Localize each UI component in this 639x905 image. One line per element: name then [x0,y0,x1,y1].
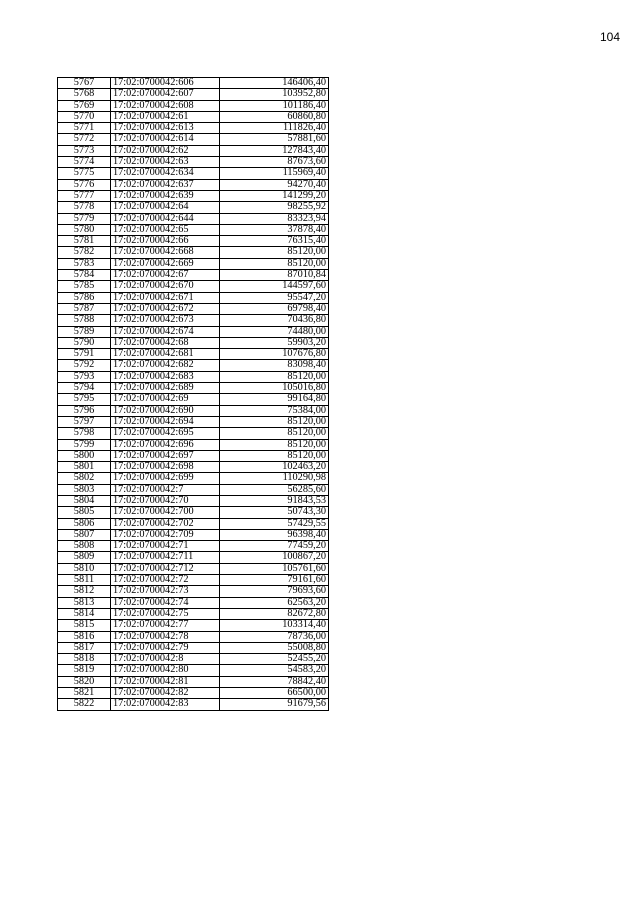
amount-cell: 37878,40 [220,224,329,235]
cadastral-number-cell: 17:02:0700042:78 [111,631,220,642]
amount-cell: 85120,00 [220,428,329,439]
cadastral-number-cell: 17:02:0700042:637 [111,179,220,190]
cadastral-number-cell: 17:02:0700042:694 [111,416,220,427]
row-number-cell: 5819 [58,665,111,676]
table-row [58,383,329,394]
row-number-cell: 5794 [58,383,111,394]
row-number-cell: 5787 [58,303,111,314]
row-number-cell: 5811 [58,575,111,586]
amount-cell: 105016,80 [220,383,329,394]
cadastral-number-cell: 17:02:0700042:77 [111,620,220,631]
row-number-cell: 5820 [58,676,111,687]
cadastral-number-cell: 17:02:0700042:669 [111,258,220,269]
row-number-cell: 5803 [58,484,111,495]
table-row [58,416,329,427]
table-row [58,326,329,337]
cadastral-number-cell: 17:02:0700042:634 [111,168,220,179]
amount-cell: 79693,60 [220,586,329,597]
row-number-cell: 5776 [58,179,111,190]
amount-cell: 101186,40 [220,100,329,111]
row-number-cell: 5797 [58,416,111,427]
table-row [58,462,329,473]
table-row [58,270,329,281]
table-row [58,563,329,574]
amount-cell: 55008,80 [220,642,329,653]
table-row [58,405,329,416]
table-row [58,552,329,563]
amount-cell: 87673,60 [220,157,329,168]
amount-cell: 141299,20 [220,190,329,201]
amount-cell: 100867,20 [220,552,329,563]
table-row [58,439,329,450]
table-row [58,100,329,111]
amount-cell: 82672,80 [220,608,329,619]
cadastral-number-cell: 17:02:0700042:639 [111,190,220,201]
amount-cell: 85120,00 [220,247,329,258]
row-number-cell: 5807 [58,529,111,540]
table-row [58,349,329,360]
cadastral-number-cell: 17:02:0700042:81 [111,676,220,687]
cadastral-number-cell: 17:02:0700042:698 [111,462,220,473]
row-number-cell: 5793 [58,371,111,382]
row-number-cell: 5809 [58,552,111,563]
table-row [58,473,329,484]
amount-cell: 75384,00 [220,405,329,416]
amount-cell: 83098,40 [220,360,329,371]
amount-cell: 85120,00 [220,416,329,427]
table-row [58,111,329,122]
amount-cell: 91843,53 [220,495,329,506]
cadastral-number-cell: 17:02:0700042:709 [111,529,220,540]
amount-cell: 87010,84 [220,270,329,281]
amount-cell: 85120,00 [220,450,329,461]
row-number-cell: 5782 [58,247,111,258]
cadastral-number-cell: 17:02:0700042:670 [111,281,220,292]
table-row [58,428,329,439]
amount-cell: 59903,20 [220,337,329,348]
amount-cell: 91679,56 [220,699,329,710]
row-number-cell: 5788 [58,315,111,326]
cadastral-number-cell: 17:02:0700042:69 [111,394,220,405]
amount-cell: 103952,80 [220,89,329,100]
amount-cell: 66500,00 [220,688,329,699]
amount-cell: 77459,20 [220,541,329,552]
amount-cell: 94270,40 [220,179,329,190]
row-number-cell: 5795 [58,394,111,405]
amount-cell: 102463,20 [220,462,329,473]
table-row [58,676,329,687]
amount-cell: 115969,40 [220,168,329,179]
row-number-cell: 5780 [58,224,111,235]
row-number-cell: 5812 [58,586,111,597]
row-number-cell: 5796 [58,405,111,416]
cadastral-number-cell: 17:02:0700042:62 [111,145,220,156]
cadastral-number-cell: 17:02:0700042:68 [111,337,220,348]
row-number-cell: 5808 [58,541,111,552]
row-number-cell: 5779 [58,213,111,224]
cadastral-number-cell: 17:02:0700042:80 [111,665,220,676]
table-row [58,157,329,168]
table-row [58,89,329,100]
row-number-cell: 5777 [58,190,111,201]
row-number-cell: 5821 [58,688,111,699]
amount-cell: 146406,40 [220,78,329,89]
amount-cell: 85120,00 [220,371,329,382]
table-row [58,597,329,608]
row-number-cell: 5813 [58,597,111,608]
table-row [58,575,329,586]
row-number-cell: 5791 [58,349,111,360]
cadastral-number-cell: 17:02:0700042:681 [111,349,220,360]
cadastral-number-cell: 17:02:0700042:608 [111,100,220,111]
cadastral-number-cell: 17:02:0700042:65 [111,224,220,235]
cadastral-number-cell: 17:02:0700042:7 [111,484,220,495]
cadastral-number-cell: 17:02:0700042:66 [111,236,220,247]
table-row [58,292,329,303]
table-row [58,337,329,348]
cadastral-number-cell: 17:02:0700042:690 [111,405,220,416]
data-table [57,77,329,711]
amount-cell: 105761,60 [220,563,329,574]
cadastral-number-cell: 17:02:0700042:606 [111,78,220,89]
row-number-cell: 5767 [58,78,111,89]
table-body [58,78,329,711]
row-number-cell: 5814 [58,608,111,619]
row-number-cell: 5801 [58,462,111,473]
table-row [58,168,329,179]
table-row [58,665,329,676]
amount-cell: 56285,60 [220,484,329,495]
table-row [58,529,329,540]
table-row [58,78,329,89]
cadastral-number-cell: 17:02:0700042:61 [111,111,220,122]
table-row [58,134,329,145]
row-number-cell: 5769 [58,100,111,111]
table-row [58,586,329,597]
amount-cell: 52455,20 [220,654,329,665]
cadastral-number-cell: 17:02:0700042:674 [111,326,220,337]
row-number-cell: 5778 [58,202,111,213]
row-number-cell: 5815 [58,620,111,631]
row-number-cell: 5806 [58,518,111,529]
row-number-cell: 5817 [58,642,111,653]
amount-cell: 54583,20 [220,665,329,676]
table-row [58,258,329,269]
cadastral-number-cell: 17:02:0700042:668 [111,247,220,258]
row-number-cell: 5786 [58,292,111,303]
table-row [58,360,329,371]
amount-cell: 110290,98 [220,473,329,484]
table-row [58,303,329,314]
row-number-cell: 5822 [58,699,111,710]
row-number-cell: 5804 [58,495,111,506]
amount-cell: 127843,40 [220,145,329,156]
table-row [58,224,329,235]
row-number-cell: 5798 [58,428,111,439]
amount-cell: 78736,00 [220,631,329,642]
row-number-cell: 5799 [58,439,111,450]
table-row [58,699,329,710]
table-row [58,450,329,461]
cadastral-number-cell: 17:02:0700042:695 [111,428,220,439]
amount-cell: 144597,60 [220,281,329,292]
cadastral-number-cell: 17:02:0700042:70 [111,495,220,506]
amount-cell: 50743,30 [220,507,329,518]
table-row [58,518,329,529]
amount-cell: 78842,40 [220,676,329,687]
row-number-cell: 5816 [58,631,111,642]
row-number-cell: 5785 [58,281,111,292]
cadastral-number-cell: 17:02:0700042:82 [111,688,220,699]
row-number-cell: 5772 [58,134,111,145]
amount-cell: 107676,80 [220,349,329,360]
amount-cell: 98255,92 [220,202,329,213]
row-number-cell: 5773 [58,145,111,156]
table-row [58,179,329,190]
amount-cell: 74480,00 [220,326,329,337]
row-number-cell: 5802 [58,473,111,484]
cadastral-number-cell: 17:02:0700042:614 [111,134,220,145]
cadastral-number-cell: 17:02:0700042:644 [111,213,220,224]
row-number-cell: 5792 [58,360,111,371]
cadastral-number-cell: 17:02:0700042:697 [111,450,220,461]
row-number-cell: 5781 [58,236,111,247]
cadastral-number-cell: 17:02:0700042:71 [111,541,220,552]
amount-cell: 69798,40 [220,303,329,314]
row-number-cell: 5774 [58,157,111,168]
row-number-cell: 5770 [58,111,111,122]
cadastral-number-cell: 17:02:0700042:689 [111,383,220,394]
table-row [58,247,329,258]
page-number: 104 [599,30,620,44]
cadastral-number-cell: 17:02:0700042:699 [111,473,220,484]
cadastral-number-cell: 17:02:0700042:607 [111,89,220,100]
amount-cell: 70436,80 [220,315,329,326]
cadastral-number-cell: 17:02:0700042:696 [111,439,220,450]
cadastral-number-cell: 17:02:0700042:672 [111,303,220,314]
table-row [58,541,329,552]
table-row [58,213,329,224]
row-number-cell: 5775 [58,168,111,179]
row-number-cell: 5784 [58,270,111,281]
table-row [58,608,329,619]
table-row [58,315,329,326]
row-number-cell: 5805 [58,507,111,518]
amount-cell: 60860,80 [220,111,329,122]
table-row [58,145,329,156]
table-row [58,123,329,134]
cadastral-number-cell: 17:02:0700042:8 [111,654,220,665]
amount-cell: 103314,40 [220,620,329,631]
cadastral-number-cell: 17:02:0700042:73 [111,586,220,597]
table-row [58,507,329,518]
cadastral-number-cell: 17:02:0700042:673 [111,315,220,326]
cadastral-number-cell: 17:02:0700042:64 [111,202,220,213]
row-number-cell: 5800 [58,450,111,461]
row-number-cell: 5789 [58,326,111,337]
cadastral-number-cell: 17:02:0700042:67 [111,270,220,281]
table-row [58,281,329,292]
cadastral-number-cell: 17:02:0700042:613 [111,123,220,134]
amount-cell: 79161,60 [220,575,329,586]
row-number-cell: 5810 [58,563,111,574]
table-row [58,688,329,699]
cadastral-number-cell: 17:02:0700042:682 [111,360,220,371]
cadastral-number-cell: 17:02:0700042:74 [111,597,220,608]
amount-cell: 111826,40 [220,123,329,134]
table-row [58,394,329,405]
row-number-cell: 5768 [58,89,111,100]
amount-cell: 85120,00 [220,439,329,450]
cadastral-number-cell: 17:02:0700042:702 [111,518,220,529]
amount-cell: 83323,94 [220,213,329,224]
row-number-cell: 5783 [58,258,111,269]
row-number-cell: 5771 [58,123,111,134]
amount-cell: 99164,80 [220,394,329,405]
table-row [58,371,329,382]
amount-cell: 76315,40 [220,236,329,247]
row-number-cell: 5818 [58,654,111,665]
amount-cell: 57881,60 [220,134,329,145]
table-row [58,642,329,653]
cadastral-number-cell: 17:02:0700042:683 [111,371,220,382]
amount-cell: 62563,20 [220,597,329,608]
table-row [58,631,329,642]
cadastral-number-cell: 17:02:0700042:72 [111,575,220,586]
cadastral-number-cell: 17:02:0700042:75 [111,608,220,619]
table-row [58,620,329,631]
cadastral-number-cell: 17:02:0700042:711 [111,552,220,563]
amount-cell: 95547,20 [220,292,329,303]
cadastral-number-cell: 17:02:0700042:671 [111,292,220,303]
table-row [58,484,329,495]
cadastral-number-cell: 17:02:0700042:712 [111,563,220,574]
cadastral-number-cell: 17:02:0700042:700 [111,507,220,518]
table-row [58,236,329,247]
cadastral-number-cell: 17:02:0700042:83 [111,699,220,710]
amount-cell: 57429,55 [220,518,329,529]
table-row [58,654,329,665]
amount-cell: 96398,40 [220,529,329,540]
row-number-cell: 5790 [58,337,111,348]
cadastral-number-cell: 17:02:0700042:79 [111,642,220,653]
table-row [58,495,329,506]
table-row [58,202,329,213]
amount-cell: 85120,00 [220,258,329,269]
table-row [58,190,329,201]
cadastral-number-cell: 17:02:0700042:63 [111,157,220,168]
